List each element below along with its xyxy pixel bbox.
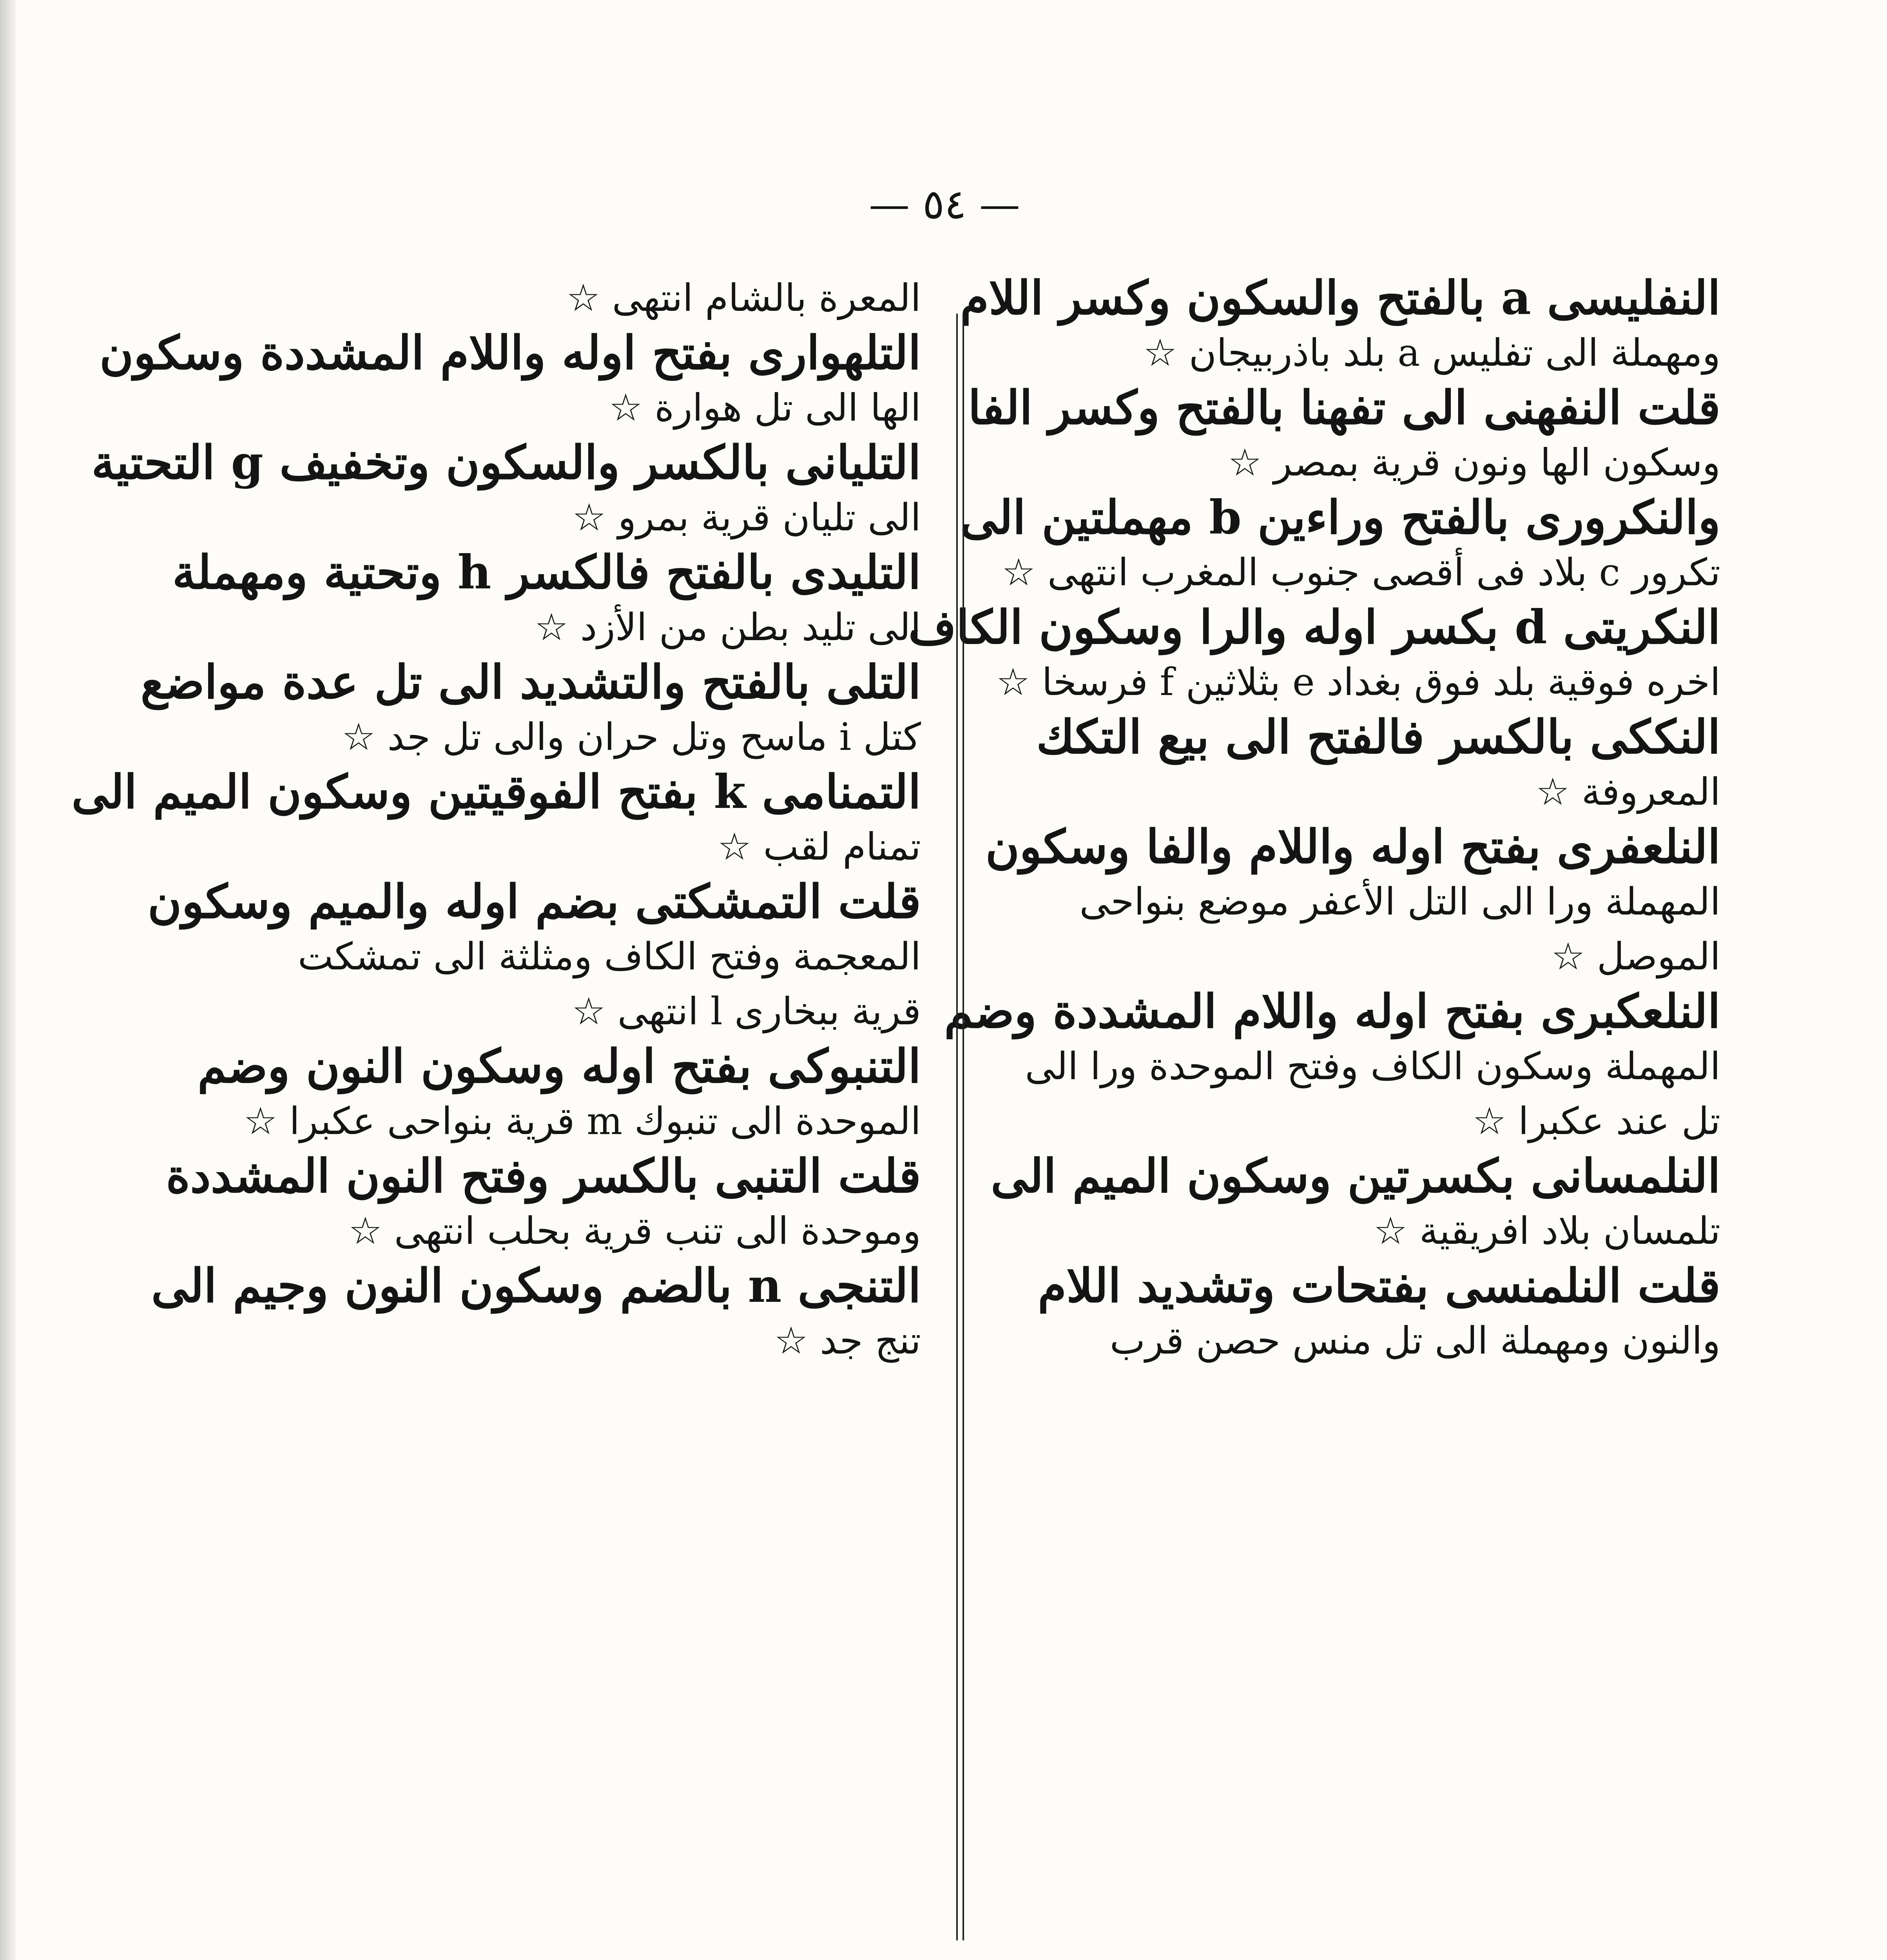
text-line: تلمسان بلاد افريقية ☆: [1374, 1209, 1720, 1253]
text-line: النفليسى a بالفتح والسكون وكسر اللام: [960, 270, 1720, 325]
text-line: الموحدة الى تنبوك m قرية بنواحى عكبرا ☆: [243, 1099, 921, 1143]
text-line: ومهملة الى تفليس a بلد باذربيجان ☆: [1143, 331, 1720, 375]
text-line: وموحدة الى تنب قرية بحلب انتهى ☆: [348, 1209, 921, 1253]
text-line: اخره فوقية بلد فوق بغداد e بثلاثين f فرسخا ☆: [996, 660, 1720, 704]
text-line: قلت النفهنى الى تفهنا بالفتح وكسر الفا: [968, 380, 1720, 435]
text-line: تكرور c بلاد فى أقصى جنوب المغرب انتهى ☆: [1002, 550, 1720, 594]
text-line: النلمسانى بكسرتين وسكون الميم الى: [991, 1149, 1720, 1203]
column-divider: [956, 314, 964, 1940]
text-line: النلعفرى بفتح اوله واللام والفا وسكون: [985, 819, 1720, 874]
text-line: وسكون الها ونون قرية بمصر ☆: [1228, 441, 1720, 485]
text-line: المعرة بالشام انتهى ☆: [566, 276, 921, 320]
left-text-column: [71, 270, 921, 1368]
page-number: — ٥٤ —: [869, 180, 1020, 228]
text-line: الها الى تل هوارة ☆: [609, 386, 921, 430]
text-line: قلت النلمنسى بفتحات وتشديد اللام: [1038, 1258, 1720, 1313]
text-line: التنبوكى بفتح اوله وسكون النون وضم: [197, 1039, 921, 1093]
text-line: النكريتى d بكسر اوله والرا وسكون الكاف: [908, 600, 1720, 654]
text-line: الموصل ☆: [1551, 935, 1720, 978]
text-line: تل عند عكبرا ☆: [1472, 1099, 1720, 1143]
text-line: الى تليد بطن من الأزد ☆: [534, 605, 921, 649]
text-line: قلت التنبى بالكسر وفتح النون المشددة: [166, 1149, 921, 1203]
text-line: والنون ومهملة الى تل منس حصن قرب: [1109, 1319, 1720, 1363]
text-line: التليانى بالكسر والسكون وتخفيف g التحتية: [91, 435, 921, 490]
text-line: التليدى بالفتح فالكسر h وتحتية ومهملة: [172, 545, 921, 599]
text-line: التمنامى k بفتح الفوقيتين وسكون الميم الى: [71, 764, 921, 819]
text-line: الى تليان قرية بمرو ☆: [572, 495, 921, 539]
text-line: التلهوارى بفتح اوله واللام المشددة وسكون: [100, 325, 921, 380]
text-line: تنج جد ☆: [774, 1319, 921, 1363]
text-line: قلت التمشكتى بضم اوله والميم وسكون: [147, 874, 921, 929]
text-line: المهملة ورا الى التل الأعفر موضع بنواحى: [1079, 880, 1720, 924]
text-line: التنجى n بالضم وسكون النون وجيم الى: [151, 1258, 921, 1313]
text-line: المهملة وسكون الكاف وفتح الموحدة ورا الى: [1025, 1044, 1720, 1088]
text-line: المعجمة وفتح الكاف ومثلثة الى تمشكت: [297, 935, 921, 978]
text-line: التلى بالفتح والتشديد الى تل عدة مواضع: [140, 655, 921, 709]
text-line: النلعكبرى بفتح اوله واللام المشددة وضم: [944, 984, 1720, 1038]
text-line: كتل i ماسح وتل حران والى تل جد ☆: [341, 715, 921, 759]
text-line: والنكرورى بالفتح وراءين b مهملتين الى: [960, 490, 1720, 544]
text-line: النككى بالكسر فالفتح الى بيع التكك: [1036, 710, 1720, 764]
text-line: قرية ببخارى l انتهى ☆: [572, 989, 921, 1033]
page-spine-shadow: [0, 0, 16, 1960]
text-line: المعروفة ☆: [1536, 770, 1720, 814]
right-text-column: [908, 270, 1720, 1368]
text-line: تمنام لقب ☆: [717, 825, 921, 869]
